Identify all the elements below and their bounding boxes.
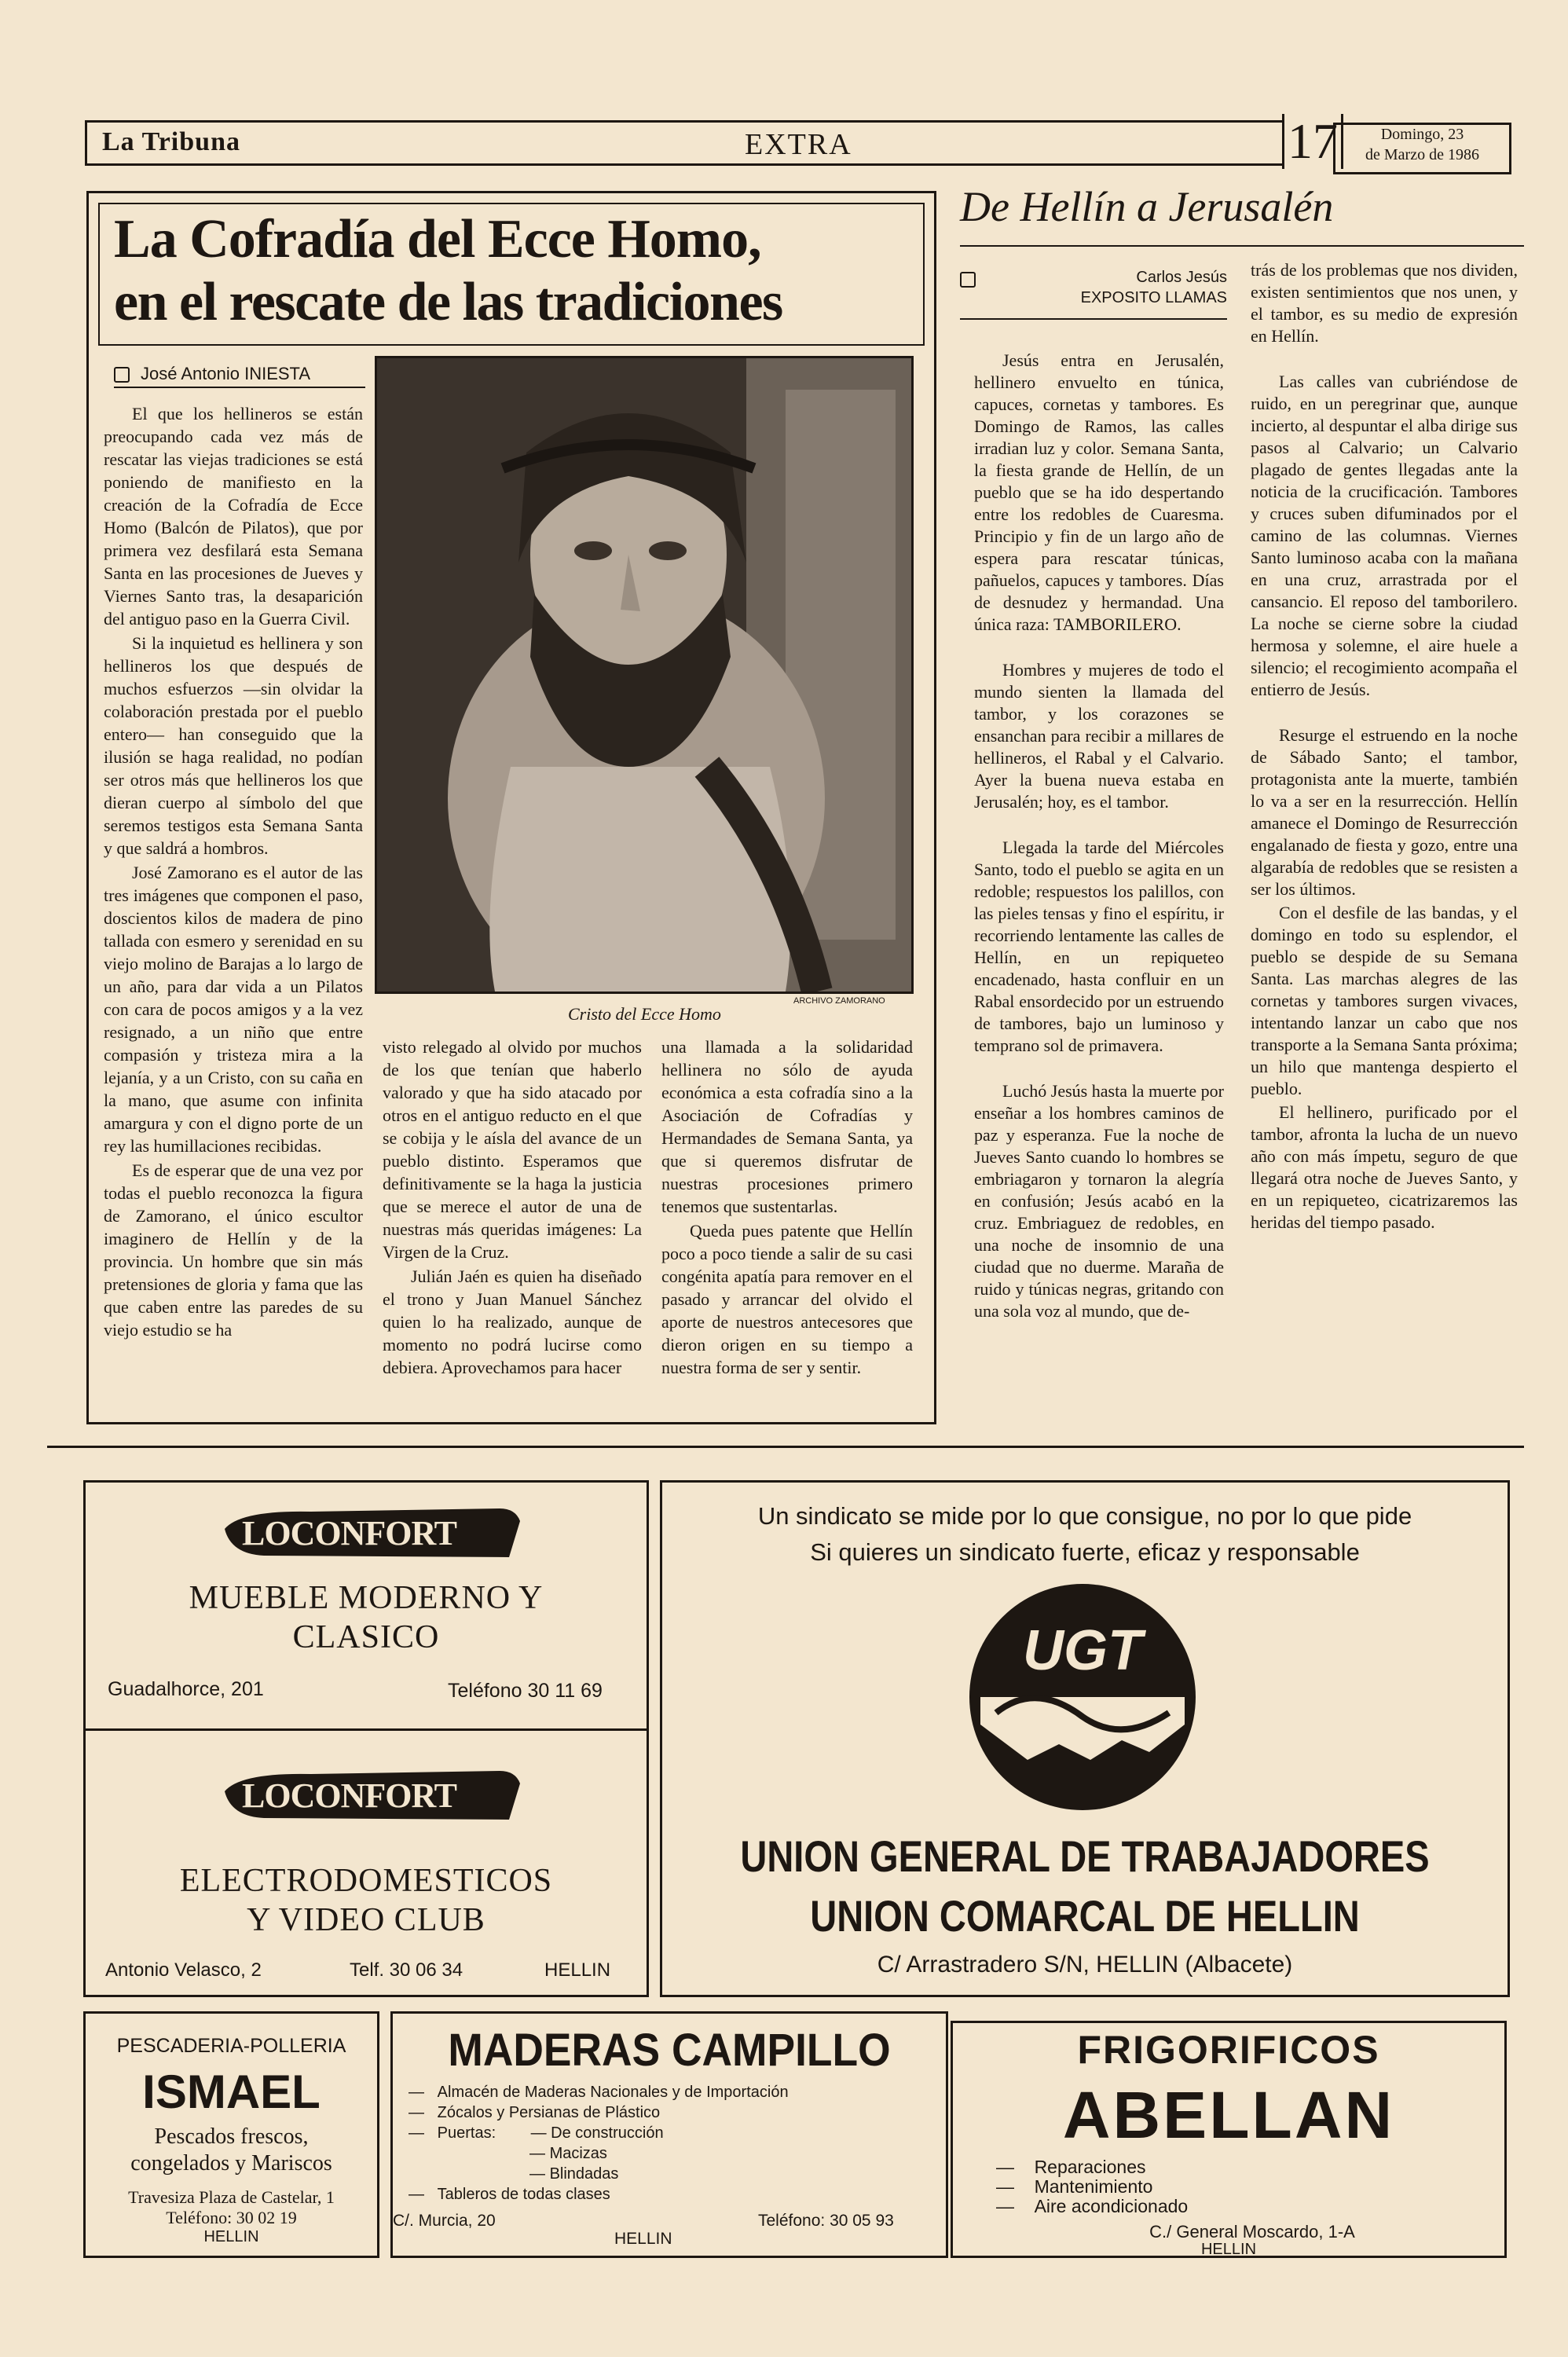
ismael-name: ISMAEL: [142, 2066, 321, 2118]
article1-column-1: [104, 402, 363, 1341]
abellan-list: [996, 2157, 1188, 2216]
loconfort2-city: HELLIN: [544, 1959, 611, 1981]
paragraph: Hombres y mujeres de todo el mundo sienten la llamada del tambor, y los corazones se ensanchan para recibir a millares de hellineros, el Rabal y el Calvario. Ayer la buena nueva estaba en Jerusalén; hoy, es el tambor.: [974, 660, 1224, 812]
byline-author: José Antonio INIESTA: [141, 364, 311, 383]
abellan-item: — Mantenimiento: [996, 2176, 1153, 2197]
campillo-list: [408, 2082, 789, 2205]
ugt-slogan-1: Un sindicato se mide por lo que consigue, no por lo que pide: [757, 1502, 1412, 1530]
loconfort-logo-text: LOCONFORT: [242, 1514, 457, 1552]
loconfort2-phone: Telf. 30 06 34: [350, 1959, 463, 1981]
loconfort-line-2: CLASICO: [292, 1619, 440, 1655]
campillo-phone: Teléfono: 30 05 93: [758, 2212, 894, 2230]
ugt-name-1: UNION GENERAL DE TRABAJADORES: [740, 1831, 1430, 1881]
abellan-top: FRIGORIFICOS: [1077, 2028, 1380, 2072]
cristo-photo: [375, 356, 914, 994]
article-title-2: en el rescate de las tradiciones: [114, 272, 782, 332]
paragraph: trás de los problemas que nos dividen, existen sentimientos que nos unen, y el tambor, es su medio de expresión en Hellín.: [1251, 260, 1518, 346]
page-header: [85, 120, 1291, 166]
paragraph: Julián Jaén es quien ha diseñado el trono y Juan Manuel Sánchez quien lo ha realizado, aunque de momento no podrá lucirse como debiera. Aprovechamos para hacer: [383, 1266, 642, 1377]
abellan-item: — Aire acondicionado: [996, 2196, 1189, 2216]
ugt-name-2: UNION COMARCAL DE HELLIN: [810, 1891, 1360, 1941]
byline-rule: [114, 387, 365, 388]
ismael-phone: Teléfono: 30 02 19: [166, 2208, 297, 2227]
ismael-line-2: congelados y Mariscos: [130, 2151, 332, 2176]
paragraph: Es de esperar que de una vez por todas el pueblo reconozca la figura de Zamorano, el único escultor imaginero de Hellín y de la provincia. Un hombre que sin más pretensiones de gloria y fama que las que caben entre las paredes de su viejo estudio se ha: [104, 1160, 363, 1340]
campillo-item-text: Puertas:: [437, 2124, 496, 2142]
campillo-item: — Almacén de Maderas Nacionales y de Importación: [408, 2084, 789, 2101]
loconfort2-address: Antonio Velasco, 2: [105, 1959, 262, 1981]
byline-author-1: Carlos Jesús: [1136, 269, 1227, 286]
loconfort-divider: [83, 1728, 649, 1731]
loconfort2-line-2: Y VIDEO CLUB: [247, 1902, 485, 1938]
campillo-item: — Tableros de todas clases: [408, 2186, 610, 2203]
byline: [114, 364, 310, 384]
campillo-name: MADERAS CAMPILLO: [448, 2025, 891, 2076]
campillo-item-text: Tableros de todas clases: [437, 2186, 610, 2203]
campillo-address: C/. Murcia, 20: [393, 2212, 496, 2230]
article2-title-rule: [960, 245, 1524, 247]
page-divider: [47, 1446, 1524, 1448]
paragraph: El que los hellineros se están preocupando cada vez más de rescatar las viejas tradiciones se está poniendo de manifiesto en la creación de la Cofradía de Ecce Homo (Balcón de Pilatos), que por primera vez desfilará esta Semana Santa en las procesiones de Jueves y Viernes Santo tras, la desaparición del antiguo paso en la Guerra Civil.: [104, 404, 363, 629]
article1-column-3: [661, 1036, 913, 1379]
paragraph: una llamada a la solidaridad hellinera no sólo de ayuda económica a esta cofradía sino a la Asociación de Cofradías y Hermandades de Semana Santa, ya que si queremos disfrutar de nuestras procesiones primero tenemos que sustentarlas.: [661, 1037, 913, 1216]
abellan-address: C./ General Moscardo, 1-A: [1149, 2222, 1355, 2242]
byline-author-2: EXPOSITO LLAMAS: [1080, 289, 1227, 306]
campillo-city: HELLIN: [614, 2230, 672, 2248]
paragraph: Queda pues patente que Hellín poco a poco tiende a salir de su casi congénita apatía para remover en el pasado y arrancar del olvido el aporte de nuestros antecesores que dieron origen en su tiempo a nuestra forma de ser y sentir.: [661, 1221, 913, 1377]
ugt-address: C/ Arrastradero S/N, HELLIN (Albacete): [877, 1952, 1293, 1978]
paragraph: José Zamorano es el autor de las tres imágenes que componen el paso, doscientos kilos de madera de pino tallada con esmero y serenidad en su viejo molino de Barajas a lo largo de un año, para dar vida a un Pilatos con cara de pocos amigos y a la vez resignado, a un niño que entre compasión y tristeza mira a la lejanía, y a un Cristo, con su caña en la mano, que asume con infinita amargura y con el digno porte de un rey las humillaciones recibidas.: [104, 863, 363, 1156]
paragraph: visto relegado al olvido por muchos de los que tenían que haberlo valorado y que ha sido atacado por otros en el antiguo reducto en el que se cobija y le aísla del avance de un pueblo distinto. Esperamos que definitivamente se la haga la justicia que se merece el autor de una de nuestras más queridas imágenes: La Virgen de la Cruz.: [383, 1037, 642, 1262]
campillo-item: — Blindadas: [529, 2165, 619, 2183]
campillo-item-text: Zócalos y Persianas de Plástico: [437, 2104, 661, 2121]
ismael-top: PESCADERIA-POLLERIA: [116, 2035, 346, 2057]
page-number: 17: [1282, 114, 1343, 169]
paragraph: El hellinero, purificado por el tambor, afronta la lucha de un nuevo año con más ímpetu, seguro de que llegará otra noche de Jueves Santo, y en un repiqueteo, cicatrizaremos las heridas del tiempo pasado.: [1251, 1102, 1518, 1232]
campillo-item-text: Almacén de Maderas Nacionales y de Importación: [437, 2084, 789, 2101]
paragraph: Luchó Jesús hasta la muerte por enseñar a los hombres caminos de paz y esperanza. Fue la noche de Jueves Santo cuando lo hombres se embriagaron y tornaron la alegría en confusión; Jesús acabó en la cruz. Embriaguez de redobles, en una noche de insomnio de una ciudad que no duerme. Maraña de ruido y túnicas negras, gritando con una sola voz al mundo, que de-: [974, 1081, 1224, 1321]
ugt-logo-text: UGT: [1023, 1619, 1142, 1682]
campillo-item: — Puertas: — De construcción: [408, 2124, 664, 2142]
campillo-item: — Macizas: [529, 2145, 607, 2162]
article1-column-2: [383, 1036, 642, 1379]
campillo-item: — Zócalos y Persianas de Plástico: [408, 2104, 661, 2121]
loconfort-logo-2: [217, 1768, 523, 1824]
article2-column-2: [1251, 259, 1518, 1233]
bullet-icon: [960, 272, 976, 288]
campillo-door-type: Macizas: [549, 2145, 607, 2162]
paragraph: Jesús entra en Jerusalén, hellinero envuelto en túnica, capuces, cornetas y tambores. Es Domingo de Ramos, las calles irradian luz y color. Semana Santa, la fiesta grande de Hellín, de un pueblo que se ha ido despertando entre los redobles de Cuaresma. Principio y fin de un largo año de espera para rescatar túnicas, pañuelos, capuces y tambores. Días de desnudez y hermandad. Una única raza: TAMBORILERO.: [974, 350, 1224, 634]
ismael-address: Travesiza Plaza de Castelar, 1: [128, 2187, 335, 2207]
abellan-name: ABELLAN: [1062, 2078, 1395, 2152]
ecce-homo-image: [377, 358, 911, 992]
handshake-icon: [949, 1579, 1216, 1815]
abellan-item: — Reparaciones: [996, 2157, 1146, 2177]
loconfort2-line-1: ELECTRODOMESTICOS: [179, 1863, 553, 1899]
paragraph: Las calles van cubriéndose de ruido, en un peregrinar que, aunque incierto, al despuntar el alba dirige sus pasos al Calvario; un Calvario plagado de gentes llegadas ante la noticia de la crucificación. Tambores y cruces suben difuminados por el camino de las columnas. Viernes Santo luminoso acaba con la mañana en una cruz, arrastrada por el cansancio. El reposo del tamborilero. La noche se cierne sobre la ciudad hermosa y solemne, el aire huele a silencio; el recogimiento acompaña el entierro de Jesús.: [1251, 372, 1518, 699]
date-line-2: de Marzo de 1986: [1365, 146, 1479, 163]
section-label: EXTRA: [745, 128, 852, 161]
paragraph: Con el desfile de las bandas, y el domingo en todo su esplendor, el pueblo se despide de su Semana Santa. Las marchas alegres de las cornetas y tambores surgen vivaces, intentando lanzar un cabo que nos transporte a la Semana Santa próxima; un hilo que mantenga despierto el pueblo.: [1251, 903, 1518, 1098]
article2-byline: [960, 269, 1227, 316]
ugt-slogan-2: Si quieres un sindicato fuerte, eficaz y responsable: [810, 1538, 1360, 1566]
article-title-1: La Cofradía del Ecce Homo,: [114, 209, 761, 269]
paragraph: Llegada la tarde del Miércoles Santo, todo el pueblo se agita en un redoble; respuestos los palillos, con las pieles tensas y fino el espíritu, ir recorriendo lentamente las calles de Hellín, en un repiqueteo encadenado, hasta confluir en un Rabal ensordecido por un estruendo de tambores, bajo un luminoso y temprano sol de primavera.: [974, 838, 1224, 1055]
newspaper-name: La Tribuna: [102, 127, 240, 156]
loconfort-logo-text: LOCONFORT: [242, 1776, 457, 1815]
photo-credit: ARCHIVO ZAMORANO: [793, 996, 885, 1006]
loconfort-phone: Teléfono 30 11 69: [448, 1680, 603, 1702]
abellan-item-text: Reparaciones: [1034, 2157, 1146, 2177]
ismael-city: HELLIN: [203, 2228, 259, 2245]
article2-column-1: [974, 350, 1224, 1322]
ugt-logo: [949, 1579, 1216, 1815]
article2-byline-rule: [960, 318, 1227, 320]
campillo-door-type: Blindadas: [549, 2165, 619, 2183]
abellan-item-text: Aire acondicionado: [1034, 2196, 1189, 2216]
date-line-1: Domingo, 23: [1380, 126, 1464, 143]
article2-title: De Hellín a Jerusalén: [960, 183, 1334, 230]
paragraph: Resurge el estruendo en la noche de Sábado Santo; el tambor, protagonista ante la muerte, también lo va a ser en la resurrección. Hellín amanece el Domingo de Resurrección engalanado de fiesta y gozo, entre una algarabía de redobles que se resisten a ser los últimos.: [1251, 725, 1518, 899]
loconfort-line-1: MUEBLE MODERNO Y: [189, 1580, 544, 1616]
loconfort-logo: [217, 1505, 523, 1562]
abellan-item-text: Mantenimiento: [1034, 2176, 1153, 2197]
campillo-door-type: De construcción: [551, 2124, 664, 2142]
paragraph: Si la inquietud es hellinera y son hellineros los que después de muchos esfuerzos —sin olvidar la colaboración prestada por el pueblo entero— han conseguido que la ilusión se haga realidad, no podían ser otros más que hellineros los que dieran cuerpo al símbolo del que seremos testigos esta Semana Santa y que saldrá a hombros.: [104, 633, 363, 858]
loconfort-address: Guadalhorce, 201: [108, 1678, 264, 1700]
bullet-icon: [114, 367, 130, 383]
photo-caption: Cristo del Ecce Homo: [568, 1004, 721, 1024]
abellan-city: HELLIN: [1200, 2241, 1257, 2258]
ismael-line-1: Pescados frescos,: [154, 2124, 309, 2149]
